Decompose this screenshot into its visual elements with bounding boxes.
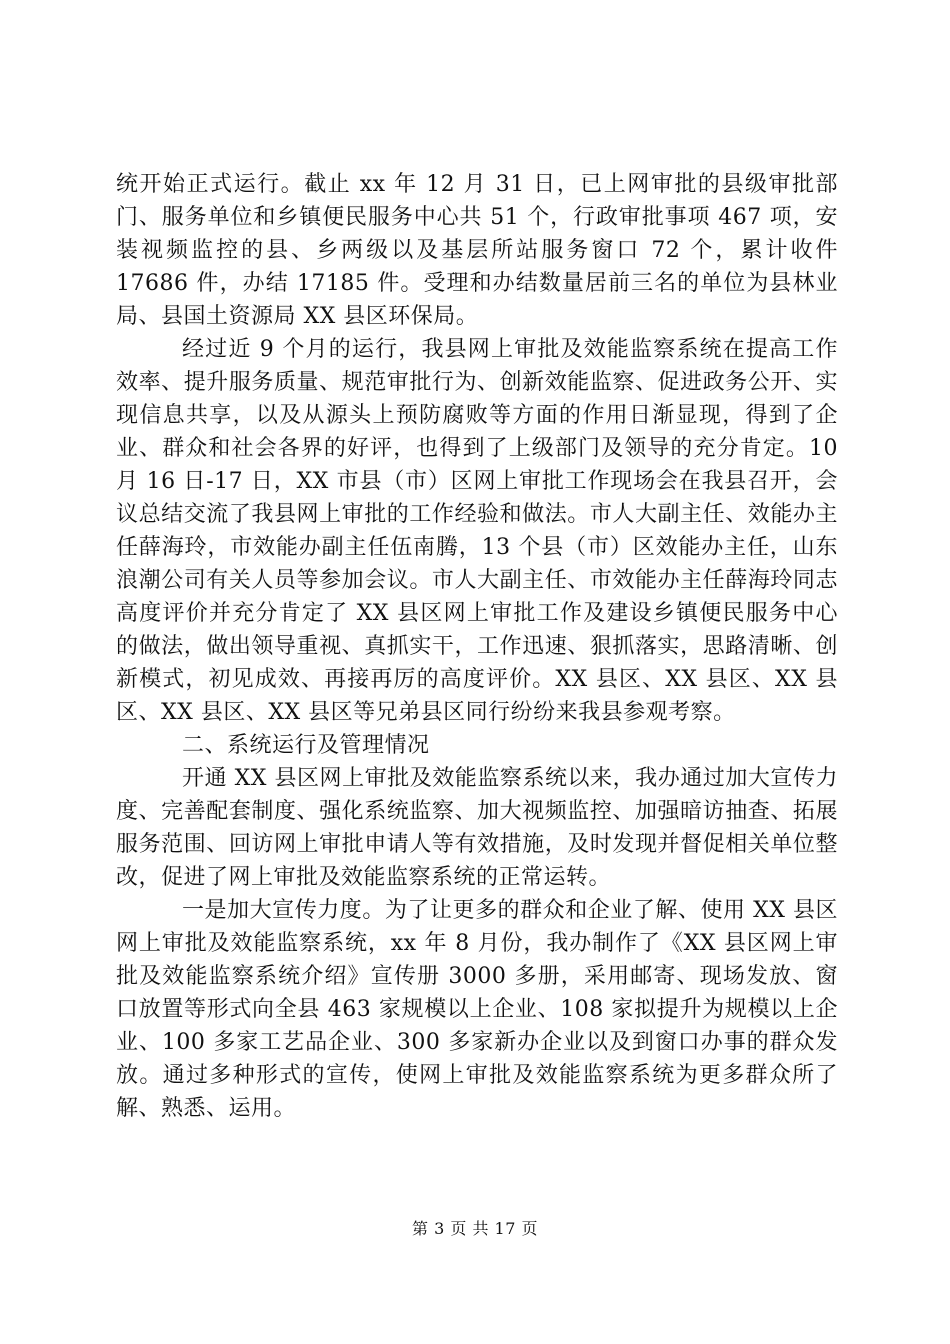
document-body bbox=[116, 168, 838, 1125]
paragraph-management-measures: 开通 XX 县区网上审批及效能监察系统以来，我办通过加大宣传力度、完善配套制度、强化系统监察、加大视频监控、加强暗访抽查、拓展服务范围、回访网上审批申请人等有效措施，及时发现并督促相关单位整改，促进了网上审批及效能监察系统的正常运转。 bbox=[116, 766, 838, 890]
paragraph-system-effects: 经过近 9 个月的运行，我县网上审批及效能监察系统在提高工作效率、提升服务质量、规范审批行为、创新效能监察、促进政务公开、实现信息共享，以及从源头上预防腐败等方面的作用日渐显现，得到了企业、群众和社会各界的好评，也得到了上级部门及领导的充分肯定。10 月 16 日-17 日，XX 市县（市）区网上审批工作现场会在我县召开，会议总结交流了我县网上审批的工作经验和做法。市人大副主任、效能办主任薛海玲，市效能办副主任伍南腾，13 个县（市）区效能办主任，山东浪潮公司有关人员等参加会议。市人大副主任、市效能办主任薛海玲同志高度评价并充分肯定了 XX 县区网上审批工作及建设乡镇便民服务中心的做法，做出领导重视、真抓实干，工作迅速、狠抓落实，思路清晰、创新模式，初见成效、再接再厉的高度评价。XX 县区、XX 县区、XX 县区、XX 县区、XX 县区等兄弟县区同行纷纷来我县参观考察。 bbox=[116, 337, 838, 725]
paragraph-publicity: 一是加大宣传力度。为了让更多的群众和企业了解、使用 XX 县区网上审批及效能监察系统，xx 年 8 月份，我办制作了《XX 县区网上审批及效能监察系统介绍》宣传册 3000 多册，采用邮寄、现场发放、窗口放置等形式向全县 463 家规模以上企业、108 家拟提升为规模以上企业、100 多家工艺品企业、300 多家新办企业以及到窗口办事的群众发放。通过多种形式的宣传，使网上审批及效能监察系统为更多群众所了解、熟悉、运用。 bbox=[116, 898, 838, 1121]
page-number-footer: 第 3 页 共 17 页 bbox=[412, 1219, 538, 1238]
paragraph-continuation: 统开始正式运行。截止 xx 年 12 月 31 日，已上网审批的县级审批部门、服务单位和乡镇便民服务中心共 51 个，行政审批事项 467 项，安装视频监控的县、乡两级以及基层所站服务窗口 72 个，累计收件 17686 件，办结 17185 件。受理和办结数量居前三名的单位为县林业局、县国土资源局 XX 县区环保局。 bbox=[116, 172, 838, 329]
section-heading: 二、系统运行及管理情况 bbox=[182, 733, 430, 758]
